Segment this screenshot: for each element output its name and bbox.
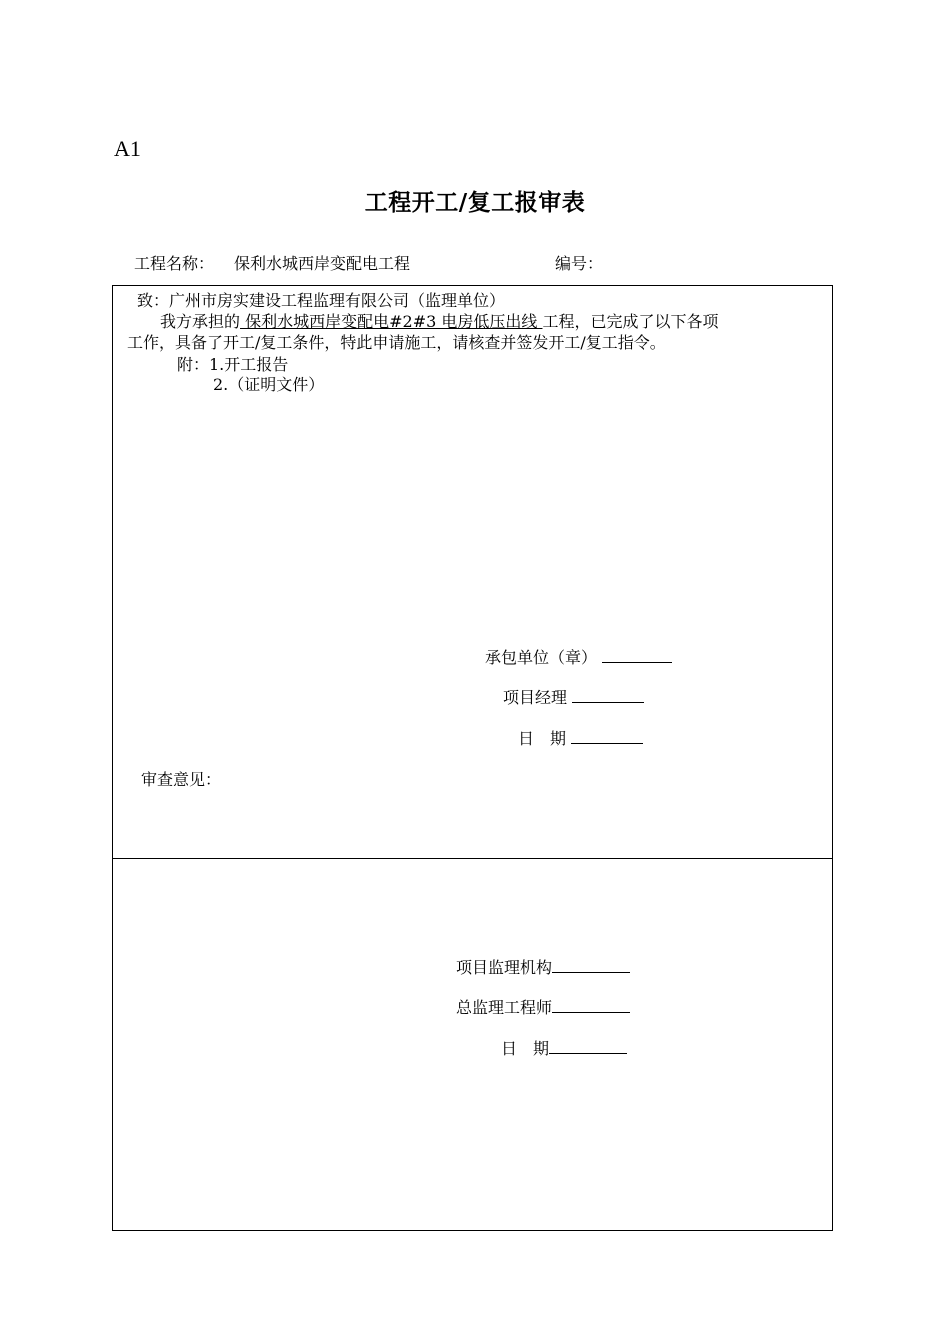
- project-manager-row: [503, 688, 644, 708]
- attachment-item-1: 附：1.开工报告: [177, 355, 289, 374]
- form-number-label: 编号：: [555, 254, 604, 273]
- undertaken-project-name: 保利水城西岸变配电#2#3 电房低压出线: [240, 312, 543, 331]
- project-manager-blank[interactable]: [572, 688, 644, 703]
- chief-engineer-row: [456, 998, 630, 1018]
- addressee-line: 致：广州市房实建设工程监理有限公司（监理单位）: [137, 291, 506, 310]
- supervision-org-row: [456, 958, 630, 978]
- chief-engineer-label: 总监理工程师: [456, 998, 553, 1017]
- form-code: A1: [114, 136, 141, 161]
- paragraph-suffix: 工程，已完成了以下各项: [542, 312, 719, 331]
- supervision-org-blank[interactable]: [552, 958, 630, 973]
- supervision-date-label: 日 期: [501, 1039, 550, 1058]
- review-opinion-label: 审查意见：: [141, 770, 222, 789]
- contractor-label: 承包单位（章）: [485, 648, 598, 667]
- page-title: 工程开工/复工报审表: [364, 190, 586, 216]
- contractor-signature-blank[interactable]: [602, 648, 672, 663]
- supervision-date-blank[interactable]: [549, 1039, 627, 1054]
- chief-engineer-blank[interactable]: [552, 998, 630, 1013]
- paragraph-prefix: 我方承担的: [160, 312, 241, 331]
- project-name-value: 保利水城西岸变配电工程: [234, 254, 411, 273]
- contractor-signature-row: [485, 648, 672, 668]
- application-date-blank[interactable]: [571, 729, 643, 744]
- application-date-label: 日 期: [518, 729, 567, 748]
- attachment-item-2: 2.（证明文件）: [213, 375, 325, 394]
- project-name-label: 工程名称：: [134, 254, 215, 273]
- application-date-row: [518, 729, 643, 749]
- supervision-org-label: 项目监理机构: [456, 958, 553, 977]
- project-manager-label: 项目经理: [503, 688, 568, 707]
- supervision-date-row: [501, 1039, 627, 1059]
- application-paragraph-line1: [160, 312, 718, 332]
- application-paragraph-line2: 工作，具备了开工/复工条件，特此申请施工，请核查并签发开工/复工指令。: [127, 333, 666, 352]
- form-table: [112, 285, 833, 1231]
- section-divider: [113, 858, 832, 859]
